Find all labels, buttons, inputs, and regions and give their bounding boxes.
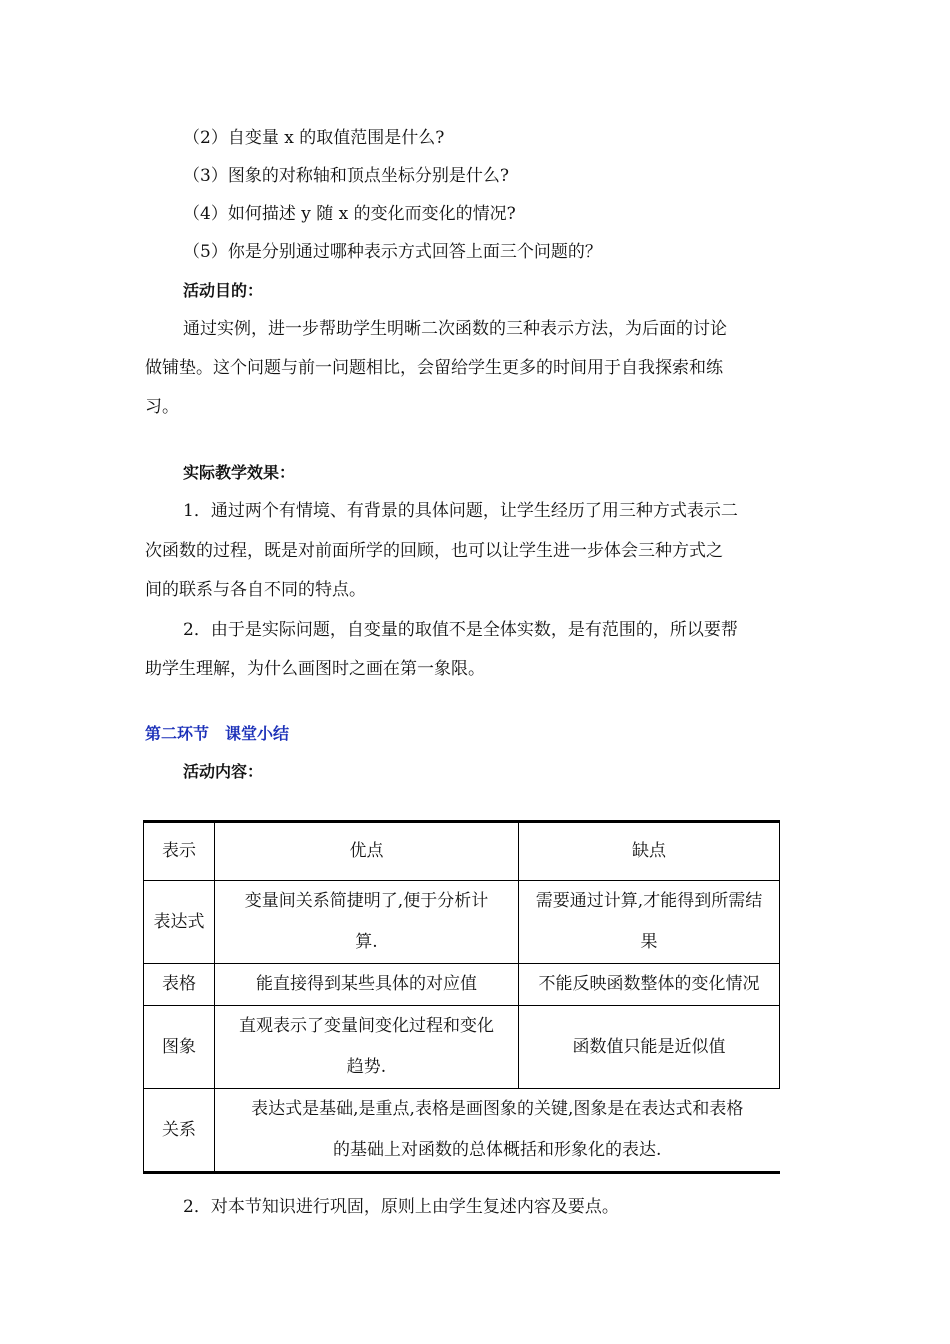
summary-table — [143, 820, 780, 1174]
question-2: （2）自变量 x 的取值范围是什么? — [183, 128, 445, 148]
pro-text: 趋势. — [346, 1057, 387, 1077]
row-name: 表格 — [144, 964, 215, 1006]
table-row — [144, 964, 780, 1006]
con-text: 需要通过计算,才能得到所需结 — [535, 891, 763, 911]
effect-line: 2．由于是实际问题，自变量的取值不是全体实数，是有范围的，所以要帮 — [183, 620, 738, 640]
con-cell — [519, 881, 780, 964]
table-row — [144, 881, 780, 964]
row-name: 图象 — [144, 1006, 215, 1089]
relation-text: 的基础上对函数的总体概括和形象化的表达. — [333, 1140, 662, 1160]
goal-line: 做铺垫。这个问题与前一问题相比，会留给学生更多的时间用于自我探索和练 — [145, 358, 723, 378]
row-name: 表达式 — [144, 881, 215, 964]
table-row — [144, 1006, 780, 1089]
goal-heading: 活动目的： — [183, 281, 264, 300]
effect-line: 1．通过两个有情境、有背景的具体问题，让学生经历了用三种方式表示二 — [183, 501, 738, 521]
question-5: （5）你是分别通过哪种表示方式回答上面三个问题的？ — [183, 242, 602, 262]
effect-heading: 实际教学效果： — [183, 463, 296, 482]
table-row — [144, 1089, 780, 1173]
con-cell: 函数值只能是近似值 — [519, 1006, 780, 1089]
pro-cell: 能直接得到某些具体的对应值 — [215, 964, 519, 1006]
table-header-row — [144, 822, 780, 881]
summary-line: 2．对本节知识进行巩固，原则上由学生复述内容及要点。 — [183, 1197, 619, 1217]
effect-line: 次函数的过程，既是对前面所学的回顾，也可以让学生进一步体会三种方式之 — [145, 541, 723, 561]
pro-cell — [215, 881, 519, 964]
question-4: （4）如何描述 y 随 x 的变化而变化的情况? — [183, 204, 516, 224]
row-name: 关系 — [144, 1089, 215, 1173]
effect-line: 间的联系与各自不同的特点。 — [145, 580, 366, 600]
pro-text: 变量间关系简捷明了,便于分析计 — [244, 891, 489, 911]
section-title: 第二环节 课堂小结 — [145, 724, 290, 743]
con-cell: 不能反映函数整体的变化情况 — [519, 964, 780, 1006]
pro-text: 直观表示了变量间变化过程和变化 — [239, 1016, 494, 1036]
effect-line: 助学生理解，为什么画图时之画在第一象限。 — [145, 659, 485, 679]
question-3: （3）图象的对称轴和顶点坐标分别是什么? — [183, 166, 509, 186]
header-cell: 表示 — [144, 822, 215, 881]
goal-line: 习。 — [145, 397, 179, 417]
header-cell: 优点 — [215, 822, 519, 881]
content-heading: 活动内容： — [183, 762, 264, 781]
con-text: 果 — [640, 932, 658, 952]
pro-cell — [215, 1006, 519, 1089]
header-cell: 缺点 — [519, 822, 780, 881]
relation-cell — [215, 1089, 780, 1173]
goal-line: 通过实例，进一步帮助学生明晰二次函数的三种表示方法，为后面的讨论 — [183, 319, 727, 339]
relation-text: 表达式是基础,是重点,表格是画图象的关键,图象是在表达式和表格 — [251, 1099, 744, 1119]
pro-text: 算. — [355, 932, 378, 952]
